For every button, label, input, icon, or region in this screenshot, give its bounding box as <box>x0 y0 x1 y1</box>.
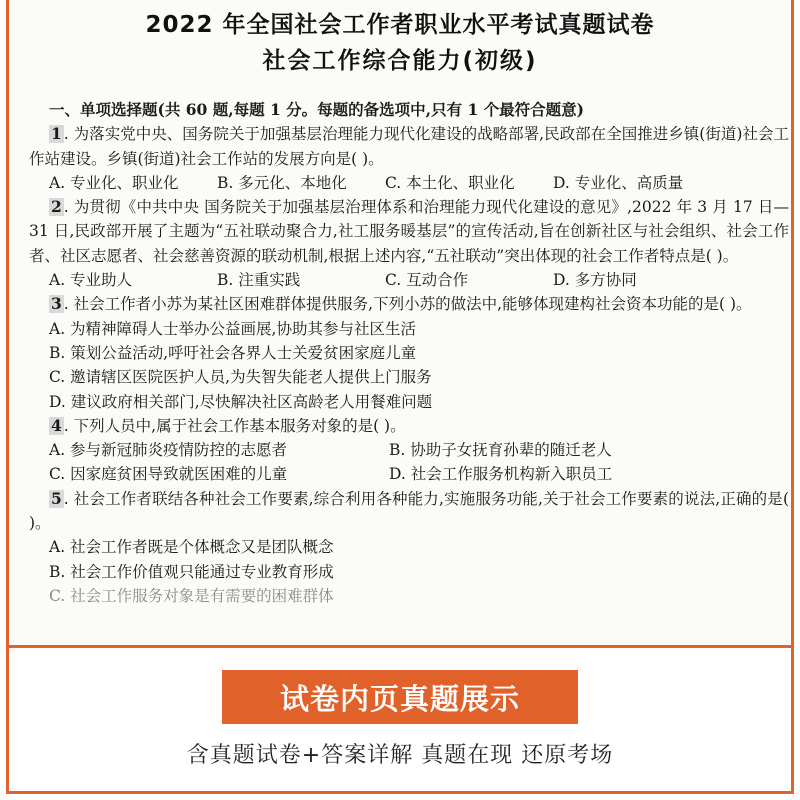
option: C. 社会工作服务对象是有需要的困难群体 <box>49 586 334 605</box>
option: D. 专业化、高质量 <box>553 173 684 192</box>
promo-tagline: 含真题试卷+答案详解 真题在现 还原考场 <box>186 743 614 768</box>
question-4-options <box>29 438 789 462</box>
question-1-options <box>29 171 789 195</box>
question-2-options <box>29 268 789 292</box>
question-1 <box>29 122 789 171</box>
question-number: 5 <box>51 488 62 508</box>
option: A. 为精神障碍人士举办公益画展,协助其参与社区生活 <box>49 319 416 338</box>
question-3 <box>29 292 789 316</box>
option: B. 协助子女抚育孙辈的随迁老人 <box>389 441 612 460</box>
option: C. 互动合作 <box>385 271 469 290</box>
question-text: . 为落实党中央、国务院关于加强基层治理能力现代化建设的战略部署,民政部在全国推进乡镇(街道)社会工作站建设。乡镇(街道)社会工作站的发展方向是( )。 <box>29 125 789 168</box>
question-number: 4 <box>51 415 62 435</box>
question-text: . 社会工作者联结各种社会工作要素,综合利用各种能力,实施服务功能,关于社会工作要素的说法,正确的是( )。 <box>29 489 789 533</box>
question-text: . 为贯彻《中共中央 国务院关于加强基层治理体系和治理能力现代化建设的意见》,2022 年 3 月 17 日—31 日,民政部开展了主题为“五社联动聚合力,社工服务暖基层”的宣传活动,旨在创新社区与社会组织、社会工作者、社区志愿者、社会慈善资源的联动机制,根据上述内容,“五社联动”突出体现的社会工作者特点是( )。 <box>29 198 789 265</box>
option: D. 建议政府相关部门,尽快解决社区高龄老人用餐难问题 <box>49 392 433 411</box>
section-heading: 一、单项选择题(共 60 题,每题 1 分。每题的备选项中,只有 1 个最符合题意) <box>49 100 584 119</box>
question-number: 3 <box>51 294 62 314</box>
question-4 <box>29 414 789 438</box>
question-2 <box>29 195 789 268</box>
option: C. 邀请辖区医院医护人员,为失智失能老人提供上门服务 <box>49 368 432 387</box>
question-5 <box>29 487 789 536</box>
option: C. 本土化、职业化 <box>385 173 515 192</box>
option: A. 专业助人 <box>49 271 133 290</box>
option: D. 社会工作服务机构新入职员工 <box>389 465 613 484</box>
exam-page <box>9 0 791 645</box>
showcase-banner: 试卷内页真题展示 <box>222 670 578 724</box>
option: C. 因家庭贫困导致就医困难的儿童 <box>49 465 288 484</box>
option: B. 多元化、本地化 <box>217 173 347 192</box>
option: D. 多方协同 <box>553 271 637 290</box>
option: A. 参与新冠肺炎疫情防控的志愿者 <box>49 441 288 460</box>
question-4-options <box>29 462 789 486</box>
option: B. 注重实践 <box>217 271 301 290</box>
option: A. 社会工作者既是个体概念又是团队概念 <box>49 538 334 557</box>
exam-title: 2022 年全国社会工作者职业水平考试真题试卷 <box>145 12 655 38</box>
option: B. 策划公益活动,呼吁社会各界人士关爱贫困家庭儿童 <box>49 343 417 362</box>
question-text: . 下列人员中,属于社会工作基本服务对象的是( )。 <box>63 416 406 435</box>
exam-subtitle: 社会工作综合能力(初级) <box>262 48 538 74</box>
option: A. 专业化、职业化 <box>49 173 179 192</box>
section-divider <box>9 645 791 648</box>
question-number: 1 <box>51 124 62 144</box>
question-number: 2 <box>51 197 62 217</box>
exam-content <box>29 98 789 608</box>
option: B. 社会工作价值观只能通过专业教育形成 <box>49 562 334 581</box>
question-text: . 社会工作者小苏为某社区困难群体提供服务,下列小苏的做法中,能够体现建构社会资本功能的是( )。 <box>63 295 752 314</box>
